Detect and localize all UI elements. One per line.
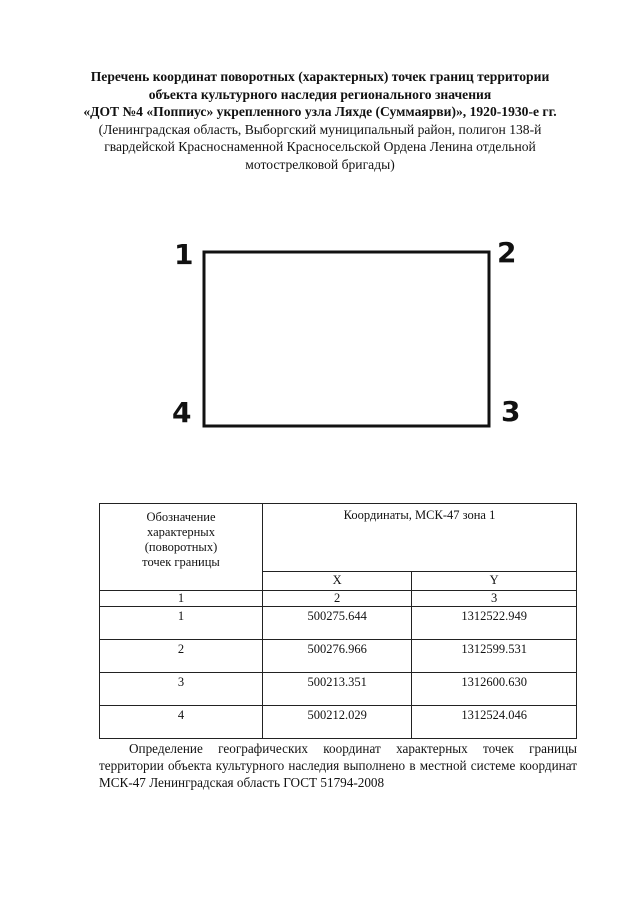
point-label-3: 3 [501, 395, 521, 428]
cell-y: 1312599.531 [412, 640, 577, 673]
coordinates-table [99, 503, 577, 739]
column-number: 1 [100, 591, 263, 607]
cell-x: 500213.351 [263, 673, 412, 706]
title-line-2: объекта культурного наследия регионального значения [148, 86, 492, 102]
cell-point: 4 [100, 706, 263, 739]
header-point-designation: Обозначение характерных (поворотных) точек границы [100, 504, 263, 591]
table-row [100, 607, 577, 640]
footer-paragraph [99, 740, 577, 791]
cell-x: 500276.966 [263, 640, 412, 673]
table-row [100, 673, 577, 706]
cell-y: 1312524.046 [412, 706, 577, 739]
point-label-4: 4 [172, 396, 192, 429]
point-label-2: 2 [497, 236, 517, 269]
header-coordinates: Координаты, МСК-47 зона 1 [263, 504, 577, 572]
boundary-polygon [204, 252, 489, 426]
title-block [60, 68, 580, 173]
table-row [100, 706, 577, 739]
header-y: Y [412, 571, 577, 590]
cell-point: 1 [100, 607, 263, 640]
subtitle-line-3: мотострелковой бригады) [245, 156, 395, 172]
cell-y: 1312600.630 [412, 673, 577, 706]
cell-x: 500212.029 [263, 706, 412, 739]
table-row [100, 640, 577, 673]
title-line-3: «ДОТ №4 «Поппиус» укрепленного узла Ляхде (Суммаярви)», 1920-1930-е гг. [83, 104, 557, 119]
cell-point: 3 [100, 673, 263, 706]
subtitle-line-1: (Ленинградская область, Выборгский муниципальный район, полигон 138-й [98, 121, 542, 137]
column-number: 3 [412, 591, 577, 607]
cell-x: 500275.644 [263, 607, 412, 640]
footer-text: Определение географических координат характерных точек границы территории объекта культурного наследия выполнено в местной системе координат МСК-47 Ленинградская область ГОСТ 51794-2008 [99, 741, 577, 790]
point-label-1: 1 [174, 238, 194, 271]
title-line-1: Перечень координат поворотных (характерных) точек границ территории [90, 69, 550, 84]
header-x: X [263, 571, 412, 590]
column-number: 2 [263, 591, 412, 607]
cell-point: 2 [100, 640, 263, 673]
subtitle-line-2: гвардейской Красноснаменной Красносельской Ордена Ленина отдельной [104, 139, 536, 154]
cell-y: 1312522.949 [412, 607, 577, 640]
